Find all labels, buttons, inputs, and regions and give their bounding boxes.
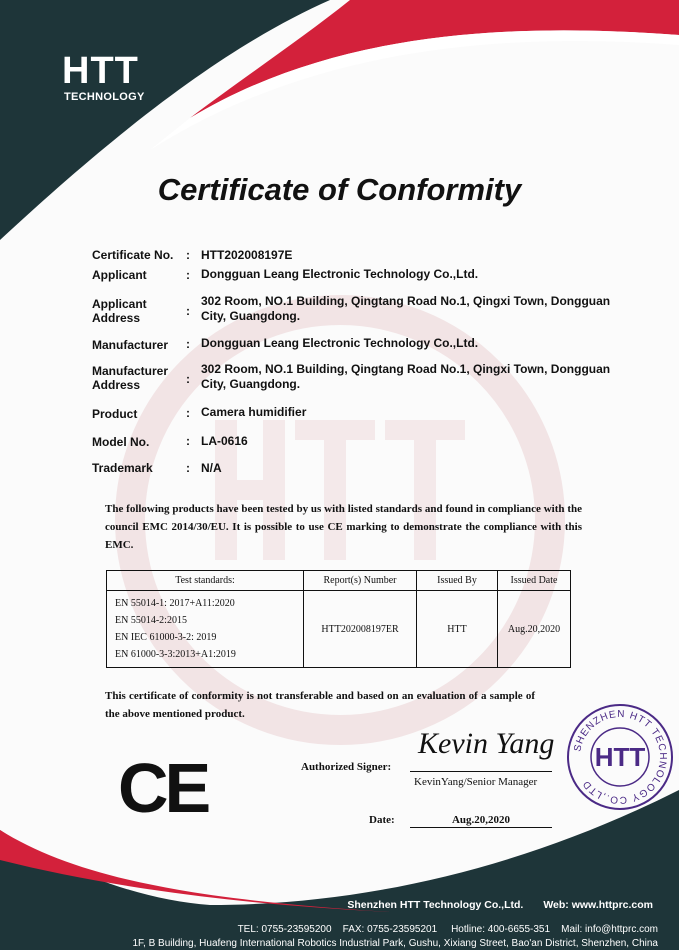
footer-address: 1F, B Building, Huafeng International Robotics Industrial Park, Gushu, Xixiang Street, Bao'an District, Shenzhen, China	[132, 938, 658, 949]
table-header-row	[107, 571, 571, 591]
ce-mark: CE	[118, 749, 208, 827]
colon: :	[186, 304, 190, 318]
colon: :	[186, 337, 190, 351]
field-label: Manufacturer Address	[92, 364, 169, 392]
certificate-number: HTT202008197E	[201, 248, 293, 262]
colon: :	[186, 248, 190, 262]
field-label: Product	[92, 407, 138, 421]
date-label: Date:	[369, 814, 395, 826]
column-header: Report(s) Number	[304, 571, 417, 591]
column-header: Issued Date	[498, 571, 571, 591]
footer-web: Web: www.httprc.com	[543, 899, 653, 911]
field-label: Certificate No.	[92, 248, 174, 262]
standards-cell	[107, 591, 304, 668]
issued-date: Aug.20,2020	[498, 591, 571, 668]
field-label: Manufacturer	[92, 338, 169, 352]
column-header: Issued By	[417, 571, 498, 591]
date-value: Aug.20,2020	[410, 814, 552, 828]
transfer-note: This certificate of conformity is not transferable and based on an evaluation of a sample of the above mentioned product.	[105, 690, 535, 720]
footer-company: Shenzhen HTT Technology Co.,Ltd. Web: www.httprc.com	[347, 899, 653, 911]
standard: EN IEC 61000-3-2: 2019	[115, 632, 217, 643]
standard: EN 55014-1: 2017+A11:2020	[115, 598, 235, 609]
colon: :	[186, 434, 190, 448]
standards-table	[106, 570, 571, 668]
product: Camera humidifier	[201, 405, 307, 419]
logo: HTT	[62, 50, 139, 92]
company-stamp	[566, 703, 674, 811]
applicant-address: 302 Room, NO.1 Building, Qingtang Road No.1, Qingxi Town, Dongguan City, Guangdong.	[201, 294, 611, 323]
signer-name: KevinYang/Senior Manager	[414, 776, 538, 788]
colon: :	[186, 461, 190, 475]
logo-subtitle: TECHNOLOGY	[64, 91, 145, 103]
standard: EN 61000-3-3:2013+A1:2019	[115, 649, 236, 660]
column-header: Test standards:	[107, 571, 304, 591]
colon: :	[186, 372, 190, 386]
svg-text:HTT: HTT	[594, 742, 646, 772]
field-label: Trademark	[92, 461, 153, 475]
signer-label: Authorized Signer:	[301, 761, 392, 773]
field-label: Model No.	[92, 435, 150, 449]
applicant: Dongguan Leang Electronic Technology Co.,Ltd.	[201, 267, 479, 281]
compliance-statement: The following products have been tested by us with listed standards and found in compliance with the council EMC 2014/30/EU. It is possible to use CE marking to demonstrate the compliance with this EMC.	[105, 503, 582, 551]
certificate-title: Certificate of Conformity	[157, 172, 522, 207]
footer-contacts: TEL: 0755-23595200 FAX: 0755-23595201 Hotline: 400-6655-351 Mail: info@httprc.com	[237, 924, 658, 935]
manufacturer: Dongguan Leang Electronic Technology Co.,Ltd.	[201, 336, 479, 350]
manufacturer-address: 302 Room, NO.1 Building, Qingtang Road No.1, Qingxi Town, Dongguan City, Guangdong.	[201, 362, 611, 391]
signature-line	[410, 771, 552, 772]
standard: EN 55014-2:2015	[115, 615, 187, 626]
trademark: N/A	[201, 461, 222, 475]
field-label: Applicant Address	[92, 297, 147, 325]
table-row	[107, 591, 571, 668]
signature: Kevin Yang	[418, 727, 555, 760]
colon: :	[186, 268, 190, 282]
svg-text:SHENZHEN HTT TECHNOLOGY CO.,LT: SHENZHEN HTT TECHNOLOGY CO.,LTD	[572, 708, 669, 806]
field-label: Applicant	[92, 268, 147, 282]
report-number: HTT202008197ER	[304, 591, 417, 668]
issued-by: HTT	[417, 591, 498, 668]
colon: :	[186, 406, 190, 420]
model-number: LA-0616	[201, 434, 248, 448]
